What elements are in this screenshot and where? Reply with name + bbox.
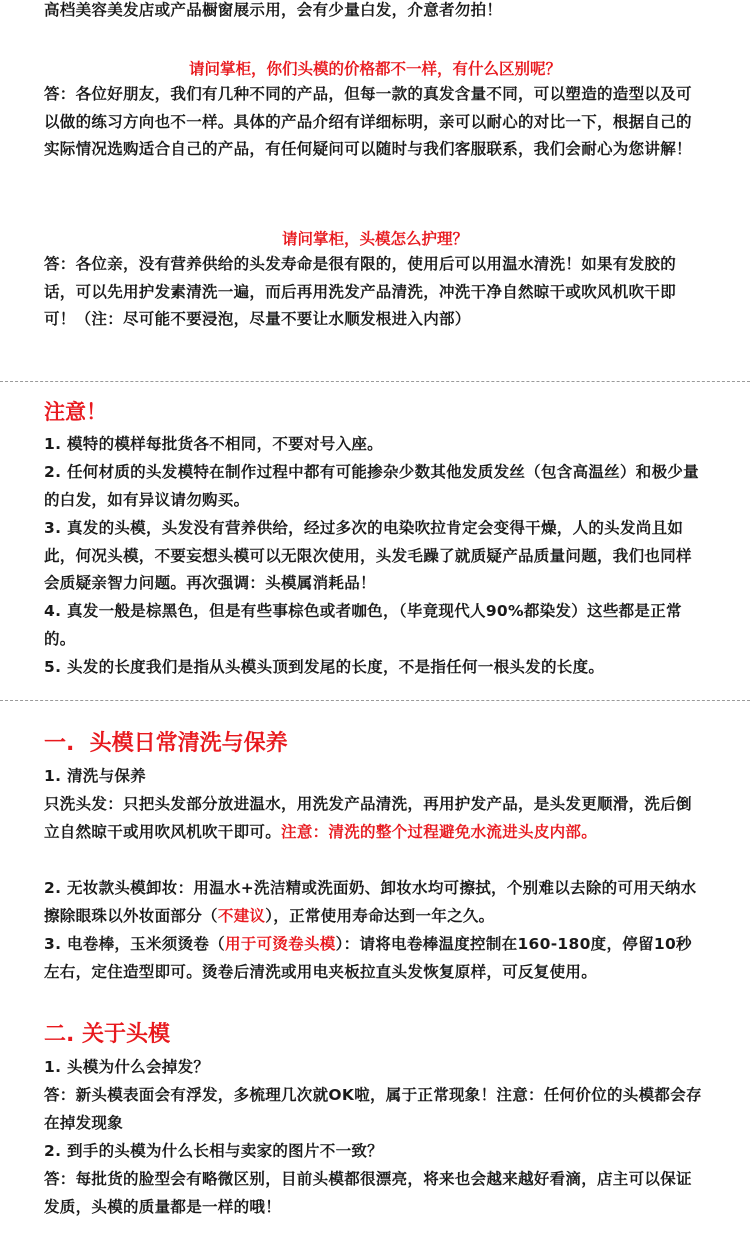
divider <box>0 700 750 701</box>
faq-question-care: 请问掌柜，头模怎么护理？ <box>281 230 468 248</box>
faq-answer-care: 答：各位亲，没有营养供给的头发寿命是很有限的，使用后可以用温水清洗！如果有发胶的话，可以先用护发素清洗一遍，而后再用洗发产品清洗，冲洗干净自然晾干或吹风机吹干即可！（注：尽可能不要浸泡，尽量不要让水顺发根进入内部） <box>44 255 677 328</box>
makeup-text-b: ），正常使用寿命达到一年之久。 <box>265 906 495 925</box>
about-a1: 答：新头模表面会有浮发，多梳理几次就OK啦，属于正常现象！注意：任何价位的头模都会存在掉发现象 <box>44 1086 702 1132</box>
notice-item-4: 4. 真发一般是棕黑色，但是有些事棕色或者咖色，（毕竟现代人90%都染发）这些都是正常的。 <box>44 602 682 648</box>
about-a2: 答：每批货的脸型会有略微区别，目前头模都很漂亮，将来也会越来越好看滴，店主可以保证发质，头模的质量都是一样的哦！ <box>44 1170 692 1216</box>
notice-item-5: 5. 头发的长度我们是指从头模头顶到发尾的长度，不是指任何一根头发的长度。 <box>44 658 605 676</box>
notice-item-2: 2. 任何材质的头发模特在制作过程中都有可能掺杂少数其他发质发丝（包含高温丝）和极少量的白发，如有异议请勿购买。 <box>44 463 699 509</box>
curl-paragraph <box>44 931 706 986</box>
makeup-text-a: 2. 无妆款头模卸妆：用温水+洗洁精或洗面奶、卸妆水均可擦拭，个别难以去除的可用天纳水擦除眼珠以外妆面部分（ <box>44 879 697 925</box>
curl-text-b: ）：请将电卷棒温度控制在160-180度，停留10秒左右，定住造型即可。烫卷后清洗或用电夹板拉直头发恢复原样，可反复使用。 <box>44 935 692 981</box>
makeup-note: 不建议 <box>217 906 266 925</box>
intro-line: 高档美容美发店或产品橱窗展示用，会有少量白发，介意者勿拍！ <box>44 1 503 19</box>
wash-paragraph <box>44 791 706 846</box>
curl-text-a: 3. 电卷棒，玉米须烫卷（ <box>44 935 225 953</box>
notice-item-1: 1. 模特的模样每批货各不相同，不要对号入座。 <box>44 435 383 453</box>
about-q2: 2. 到手的头模为什么长相与卖家的图片不一致？ <box>44 1142 383 1160</box>
section-title-about: 二. 关于头模 <box>44 1022 171 1047</box>
notice-item-3: 3. 真发的头模，头发没有营养供给，经过多次的电染吹拉肯定会变得干燥，人的头发尚且如此，何况头模，不要妄想头模可以无限次使用，头发毛躁了就质疑产品质量问题，我们也同样会质疑亲智力问题。再次强调：头模属消耗品！ <box>44 519 692 592</box>
faq-question-price: 请问掌柜，你们头模的价格都不一样，有什么区别呢？ <box>188 60 561 78</box>
wash-text: 只洗头发：只把头发部分放进温水，用洗发产品清洗，再用护发产品，是头发更顺滑，洗后倒立自然晾干或用吹风机吹干即可。 <box>44 795 692 841</box>
section-title-cleaning: 一. 头模日常清洗与保养 <box>44 731 288 756</box>
makeup-paragraph <box>44 875 706 930</box>
cleaning-subheading: 1. 清洗与保养 <box>44 767 146 785</box>
faq-answer-price: 答：各位好朋友，我们有几种不同的产品，但每一款的真发含量不同，可以塑造的造型以及可以做的练习方向也不一样。具体的产品介绍有详细标明，亲可以耐心的对比一下，根据自己的实际情况选购适合自己的产品，有任何疑问可以随时与我们客服联系，我们会耐心为您讲解！ <box>44 85 692 158</box>
curl-note: 用于可烫卷头模 <box>224 935 336 953</box>
wash-note: 注意：清洗的整个过程避免水流进头皮内部。 <box>281 822 598 841</box>
about-q1: 1. 头模为什么会掉发？ <box>44 1058 210 1076</box>
divider <box>0 381 750 382</box>
notice-title: 注意！ <box>44 400 107 424</box>
